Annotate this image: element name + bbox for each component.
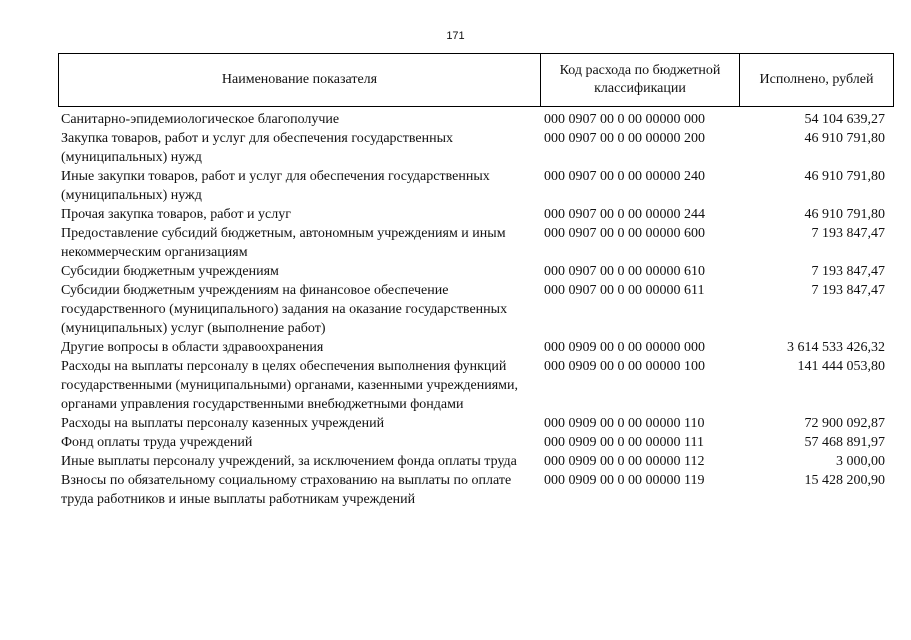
table-row <box>61 262 891 281</box>
row-name: Фонд оплаты труда учреждений <box>61 435 253 450</box>
header-amount: Исполнено, рублей <box>759 72 874 87</box>
row-code: 000 0907 00 0 00 00000 200 <box>544 131 705 146</box>
row-amount: 15 428 200,90 <box>804 473 885 488</box>
table-row <box>61 338 891 357</box>
row-code: 000 0909 00 0 00 00000 111 <box>544 435 704 450</box>
row-code: 000 0909 00 0 00 00000 112 <box>544 454 705 469</box>
table-row <box>61 167 891 205</box>
row-code: 000 0909 00 0 00 00000 119 <box>544 473 705 488</box>
row-amount: 54 104 639,27 <box>804 112 885 127</box>
table-row <box>61 471 891 509</box>
row-name: Расходы на выплаты персоналу казенных учреждений <box>61 416 385 431</box>
table-row <box>61 110 891 129</box>
row-code: 000 0909 00 0 00 00000 000 <box>544 340 705 355</box>
row-name: Субсидии бюджетным учреждениям <box>61 264 279 279</box>
row-name: Иные выплаты персоналу учреждений, за исключением фонда оплаты труда <box>61 454 517 469</box>
row-amount: 3 614 533 426,32 <box>787 340 885 355</box>
row-amount: 72 900 092,87 <box>804 416 885 431</box>
row-code: 000 0907 00 0 00 00000 600 <box>544 226 705 241</box>
table-row <box>61 452 891 471</box>
row-name: Закупка товаров, работ и услуг для обеспечения государственных (муниципальных) нужд <box>61 131 454 165</box>
row-name: Расходы на выплаты персоналу в целях обеспечения выполнения функций государственными (муниципальными) органами, казенными учреждениями, органами управления государственными внебюджетными фондами <box>61 359 518 412</box>
row-amount: 7 193 847,47 <box>811 283 885 298</box>
row-amount: 46 910 791,80 <box>804 207 885 222</box>
table-row <box>61 205 891 224</box>
table-header <box>58 53 894 107</box>
row-name: Прочая закупка товаров, работ и услуг <box>61 207 291 222</box>
table-row <box>61 414 891 433</box>
row-code: 000 0909 00 0 00 00000 110 <box>544 416 705 431</box>
row-code: 000 0907 00 0 00 00000 000 <box>544 112 705 127</box>
row-amount: 46 910 791,80 <box>804 169 885 184</box>
row-name: Предоставление субсидий бюджетным, автономным учреждениям и иным некоммерческим организациям <box>61 226 506 260</box>
row-name: Иные закупки товаров, работ и услуг для обеспечения государственных (муниципальных) нужд <box>61 169 490 203</box>
row-amount: 141 444 053,80 <box>797 359 885 374</box>
table-row <box>61 281 891 338</box>
row-name: Взносы по обязательному социальному страхованию на выплаты по оплате труда работников и иные выплаты работникам учреждений <box>61 473 512 507</box>
row-name: Другие вопросы в области здравоохранения <box>61 340 324 355</box>
row-name: Субсидии бюджетным учреждениям на финансовое обеспечение государственного (муниципального) задания на оказание государственных (муниципальных) услуг (выполнение работ) <box>61 283 508 336</box>
row-name: Санитарно-эпидемиологическое благополучие <box>61 112 340 127</box>
header-name: Наименование показателя <box>59 54 541 106</box>
table-row <box>61 357 891 414</box>
page-number: 171 <box>446 30 465 42</box>
row-code: 000 0907 00 0 00 00000 244 <box>544 207 705 222</box>
header-code: Код расхода по бюджетной классификации <box>541 54 740 106</box>
table-row <box>61 433 891 452</box>
table-row <box>61 129 891 167</box>
row-code: 000 0907 00 0 00 00000 240 <box>544 169 705 184</box>
row-code: 000 0907 00 0 00 00000 611 <box>544 283 705 298</box>
row-amount: 3 000,00 <box>836 454 885 469</box>
row-amount: 7 193 847,47 <box>811 226 885 241</box>
table-body <box>61 110 891 509</box>
row-code: 000 0907 00 0 00 00000 610 <box>544 264 705 279</box>
row-amount: 57 468 891,97 <box>804 435 885 450</box>
table-row <box>61 224 891 262</box>
row-amount: 7 193 847,47 <box>811 264 885 279</box>
row-code: 000 0909 00 0 00 00000 100 <box>544 359 705 374</box>
row-amount: 46 910 791,80 <box>804 131 885 146</box>
